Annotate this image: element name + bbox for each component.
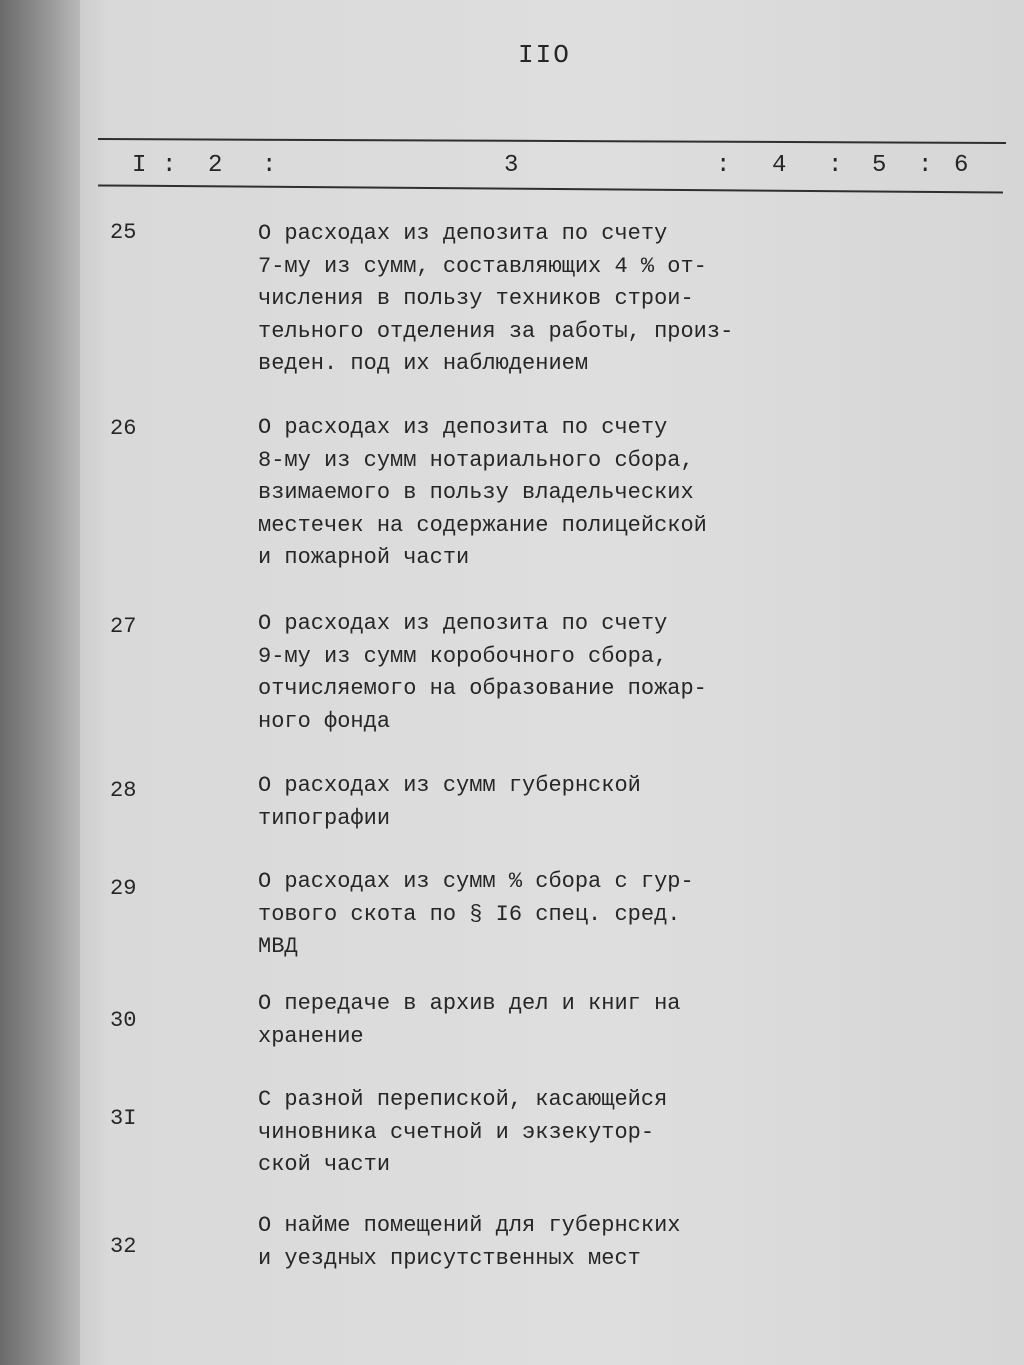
column-header-4: 4	[772, 152, 787, 179]
column-header-2: 2	[208, 152, 223, 179]
column-separator: :	[162, 152, 177, 179]
column-separator: :	[716, 152, 731, 179]
binding-gutter	[0, 0, 80, 1365]
row-description: О передаче в архив дел и книг на хранение	[258, 991, 681, 1049]
row-number: 29	[110, 876, 137, 901]
column-separator: :	[828, 152, 843, 179]
table-header-top-rule	[98, 138, 1006, 144]
row-number: 26	[110, 416, 137, 441]
table-header-bottom-rule	[98, 184, 1003, 193]
row-description: О найме помещений для губернских и уездных присутственных мест	[258, 1213, 681, 1271]
column-header-5: 5	[872, 152, 887, 179]
column-header-6: 6	[954, 152, 969, 179]
row-number: 28	[110, 778, 137, 803]
column-header-3: 3	[504, 152, 519, 179]
page-number: IIO	[518, 40, 571, 70]
column-header-1: I	[132, 152, 147, 179]
row-description: О расходах из депозита по счету 9-му из сумм коробочного сбора, отчисляемого на образование пожар- ного фонда	[258, 611, 707, 734]
row-description: О расходах из сумм губернской типографии	[258, 773, 641, 831]
row-description: О расходах из депозита по счету 7-му из сумм, составляющих 4 % от- числения в пользу техников строи- тельного отделения за работы, произ- веден. под их наблюдением	[258, 221, 734, 376]
column-separator: :	[262, 152, 277, 179]
row-number: 25	[110, 220, 137, 245]
row-number: 30	[110, 1008, 137, 1033]
row-description: О расходах из депозита по счету 8-му из сумм нотариального сбора, взимаемого в пользу владельческих местечек на содержание полицейской и пожарной части	[258, 415, 707, 570]
row-description: О расходах из сумм % сбора с гур- тового скота по § I6 спец. сред. МВД	[258, 869, 694, 959]
row-description: С разной перепиской, касающейся чиновника счетной и экзекутор- ской части	[258, 1087, 668, 1177]
row-number: 32	[110, 1234, 137, 1259]
row-number: 27	[110, 614, 137, 639]
row-number: 3I	[110, 1106, 137, 1131]
column-separator: :	[918, 152, 933, 179]
